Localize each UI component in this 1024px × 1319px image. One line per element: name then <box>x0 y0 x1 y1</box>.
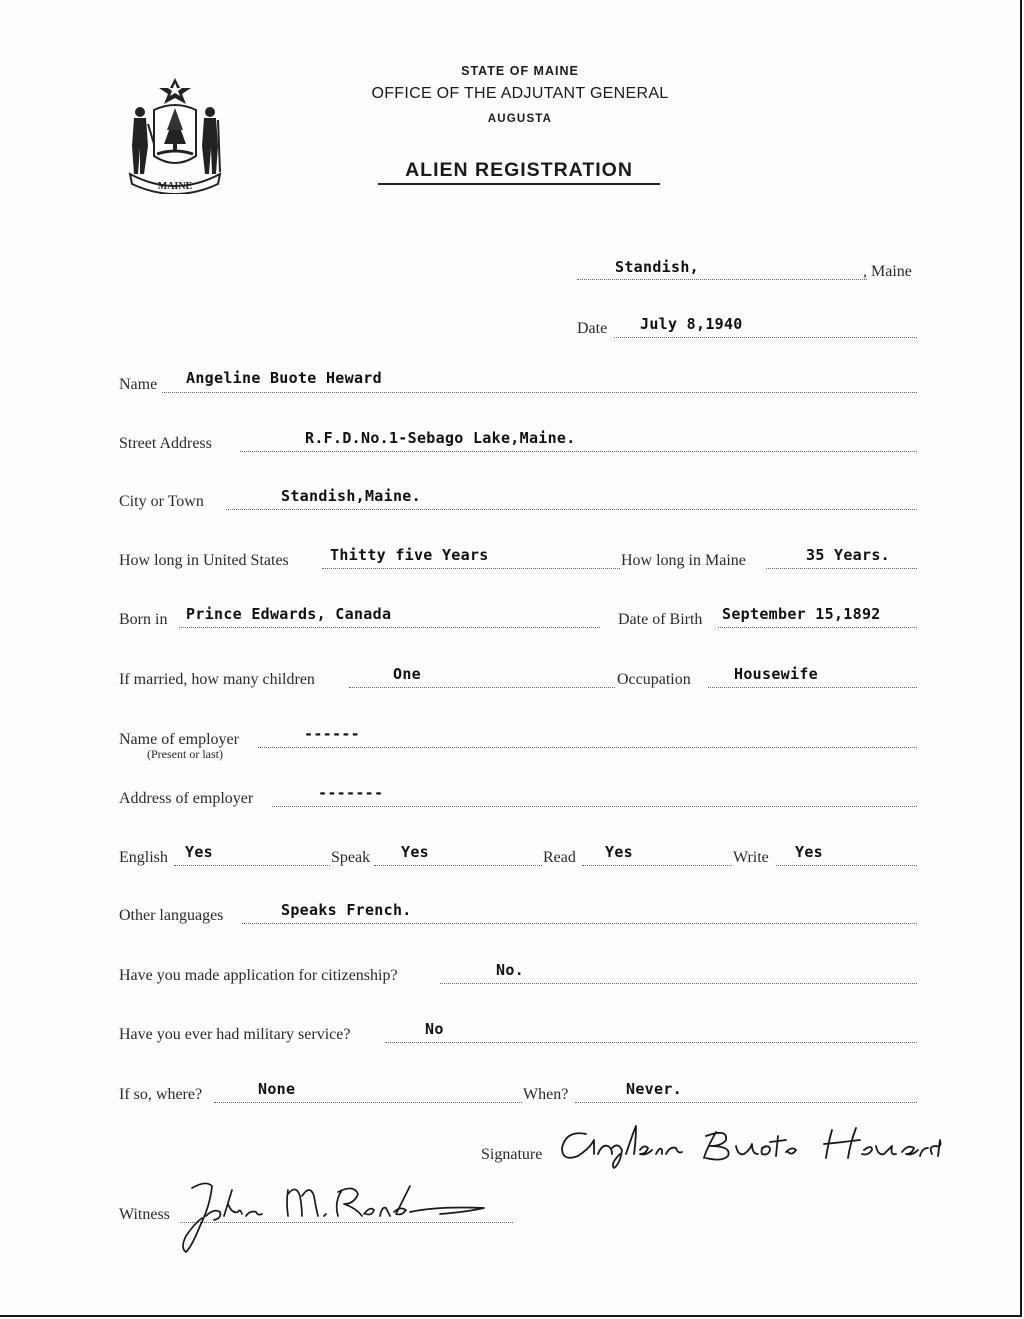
speak-line <box>374 848 542 866</box>
military-line <box>385 1025 917 1043</box>
children-label: If married, how many children <box>119 671 315 688</box>
other-languages-label: Other languages <box>119 907 224 924</box>
city-heading: AUGUSTA <box>487 113 553 125</box>
how-long-maine-value: 35 Years. <box>806 546 890 564</box>
read-label: Read <box>543 849 576 866</box>
seal-lettering: MAINE <box>157 181 193 192</box>
english-label: English <box>119 849 168 866</box>
when-label: When? <box>523 1086 569 1103</box>
born-in-label: Born in <box>119 611 168 628</box>
read-value: Yes <box>605 843 633 861</box>
city-town-value: Standish,Maine. <box>281 487 421 505</box>
occupation-label: Occupation <box>617 671 691 688</box>
city-town-label: City or Town <box>119 493 204 510</box>
when-value: Never. <box>626 1080 682 1098</box>
write-label: Write <box>733 849 769 866</box>
place-value: Standish, <box>615 258 699 276</box>
where-value: None <box>258 1080 296 1098</box>
occupation-value: Housewife <box>734 665 818 683</box>
military-value: No <box>425 1020 444 1038</box>
citizenship-value: No. <box>496 961 524 979</box>
place-suffix: , Maine <box>863 263 912 280</box>
children-value: One <box>393 665 421 683</box>
date-of-birth-label: Date of Birth <box>618 611 703 628</box>
date-of-birth-value: September 15,1892 <box>722 605 881 623</box>
employer-address-value: ------- <box>318 784 384 802</box>
date-value: July 8,1940 <box>640 315 743 333</box>
how-long-us-value: Thitty five Years <box>330 546 489 564</box>
name-label: Name <box>119 376 158 393</box>
employer-address-label: Address of employer <box>119 790 254 807</box>
office-heading: OFFICE OF THE ADJUTANT GENERAL <box>371 85 669 102</box>
citizenship-label: Have you made application for citizenship? <box>119 967 398 984</box>
witness-label: Witness <box>119 1206 170 1223</box>
write-value: Yes <box>795 843 823 861</box>
street-address-value: R.F.D.No.1-Sebago Lake,Maine. <box>305 429 576 447</box>
employer-name-value: ------ <box>304 725 360 743</box>
born-in-value: Prince Edwards, Canada <box>186 605 392 623</box>
signature-handwriting <box>556 1120 946 1170</box>
employer-name-sublabel: (Present or last) <box>147 747 223 761</box>
street-address-label: Street Address <box>119 435 212 452</box>
signature-label: Signature <box>481 1146 543 1163</box>
how-long-maine-label: How long in Maine <box>621 552 746 569</box>
speak-value: Yes <box>401 843 429 861</box>
employer-name-label: Name of employer <box>119 731 239 748</box>
where-label: If so, where? <box>119 1086 203 1103</box>
form-title: ALIEN REGISTRATION <box>378 159 660 185</box>
date-label: Date <box>577 320 608 337</box>
maine-seal-icon <box>120 74 230 194</box>
witness-text <box>0 0 1 1</box>
how-long-us-label: How long in United States <box>119 552 289 569</box>
name-value: Angeline Buote Heward <box>186 369 382 387</box>
speak-label: Speak <box>331 849 371 866</box>
signature-text <box>0 0 1 1</box>
english-value: Yes <box>185 843 213 861</box>
other-languages-value: Speaks French. <box>281 901 412 919</box>
state-heading: STATE OF MAINE <box>461 64 579 78</box>
witness-handwriting <box>176 1176 496 1256</box>
children-line <box>349 670 615 688</box>
military-label: Have you ever had military service? <box>119 1026 351 1043</box>
